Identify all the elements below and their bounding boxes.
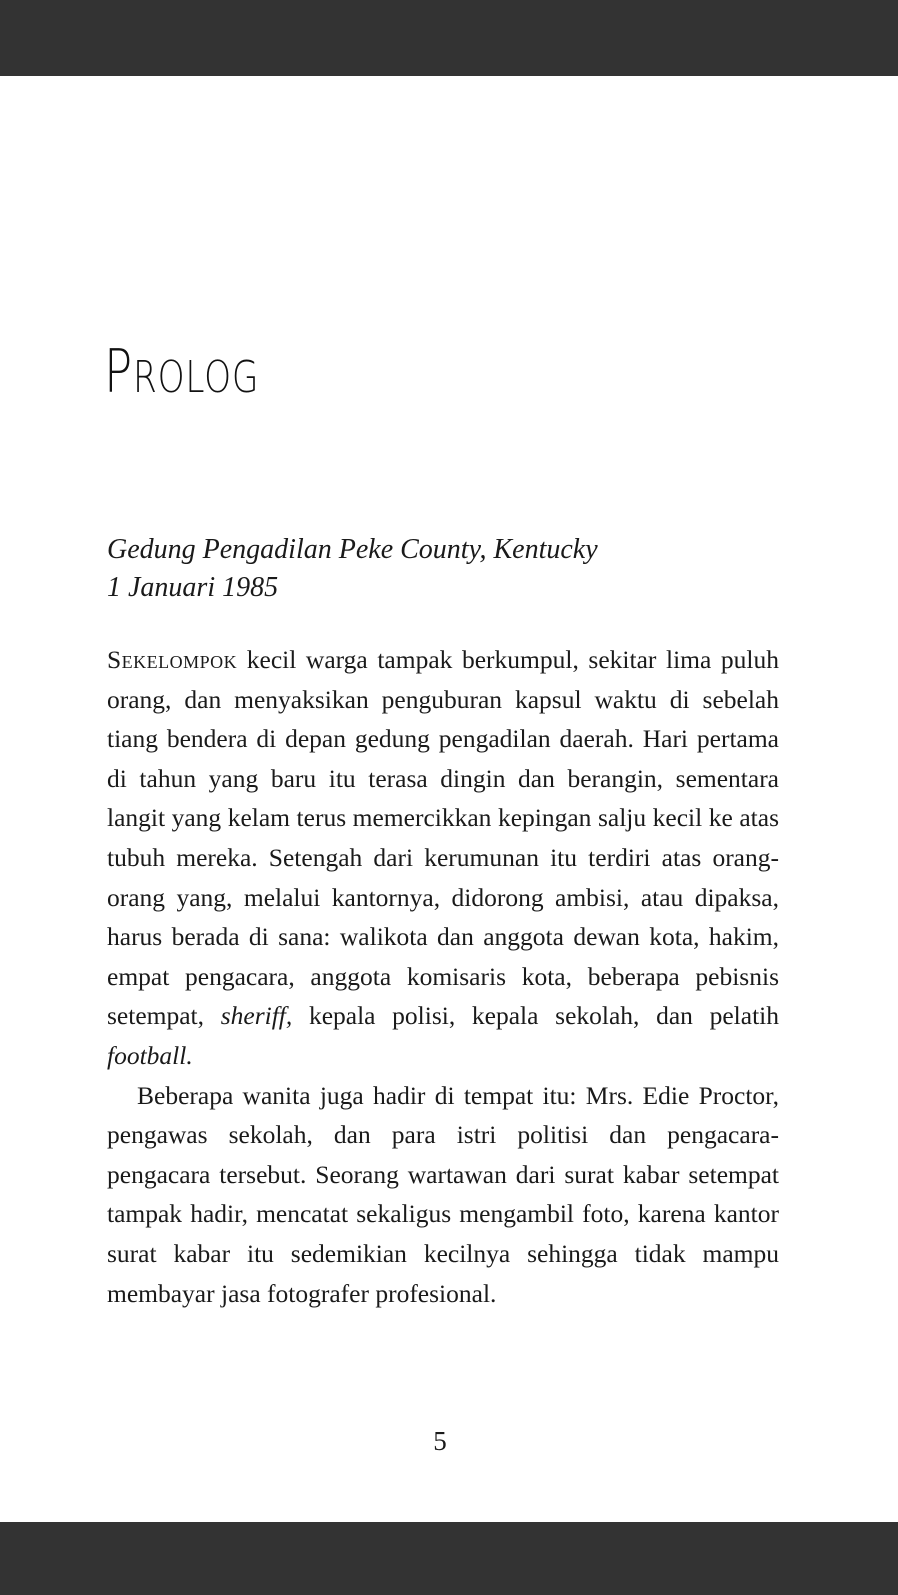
setting-location: Gedung Pengadilan Peke County, Kentucky (107, 534, 598, 565)
chapter-title-initial: P (104, 337, 134, 407)
paragraph-1-text-a: kecil warga tampak berkumpul, sekitar lima puluh orang, dan menyaksikan penguburan kapsul waktu di sebelah tiang bendera di depan gedung pengadilan daerah. Hari pertama di tahun yang baru itu terasa dingin dan berangin, sementara langit yang kelam terus memercikkan kepingan salju kecil ke atas tubuh mereka. Setengah dari kerumunan itu terdiri atas orang-orang yang, melalui kantornya, didorong ambisi, atau dipaksa, harus berada di sana: walikota dan anggota dewan kota, hakim, empat pengacara, anggota komisaris kota, beberapa pebisnis setempat, (107, 645, 779, 1031)
top-bar (0, 0, 898, 76)
chapter-body (107, 640, 779, 1313)
paragraph-lead-smallcaps: Sekelompok (107, 645, 238, 674)
paragraph-1-emphasis-sheriff: sheriff, (220, 1001, 293, 1031)
page-number: 5 (433, 1426, 447, 1456)
chapter-title-rest: ROLOG (133, 352, 260, 403)
paragraph-2: Beberapa wanita juga hadir di tempat itu: Mrs. Edie Proctor, pengawas sekolah, dan para istri politisi dan pengacara-pengacara tersebut. Seorang wartawan dari surat kabar setempat tampak hadir, mencatat sekaligus mengambil foto, karena kantor surat kabar itu sedemikian kecilnya sehingga tidak mampu membayar jasa fotografer profesional. (107, 1080, 779, 1308)
paragraph-1-emphasis-football: football. (107, 1040, 193, 1070)
chapter-setting (107, 531, 787, 607)
setting-date: 1 Januari 1985 (107, 572, 279, 603)
paragraph-1-text-b: kepala polisi, kepala sekolah, dan pelatih (292, 1001, 779, 1031)
bottom-bar (0, 1522, 898, 1595)
book-page (0, 76, 898, 1522)
chapter-title (104, 332, 259, 418)
paragraph-1 (107, 640, 779, 1076)
